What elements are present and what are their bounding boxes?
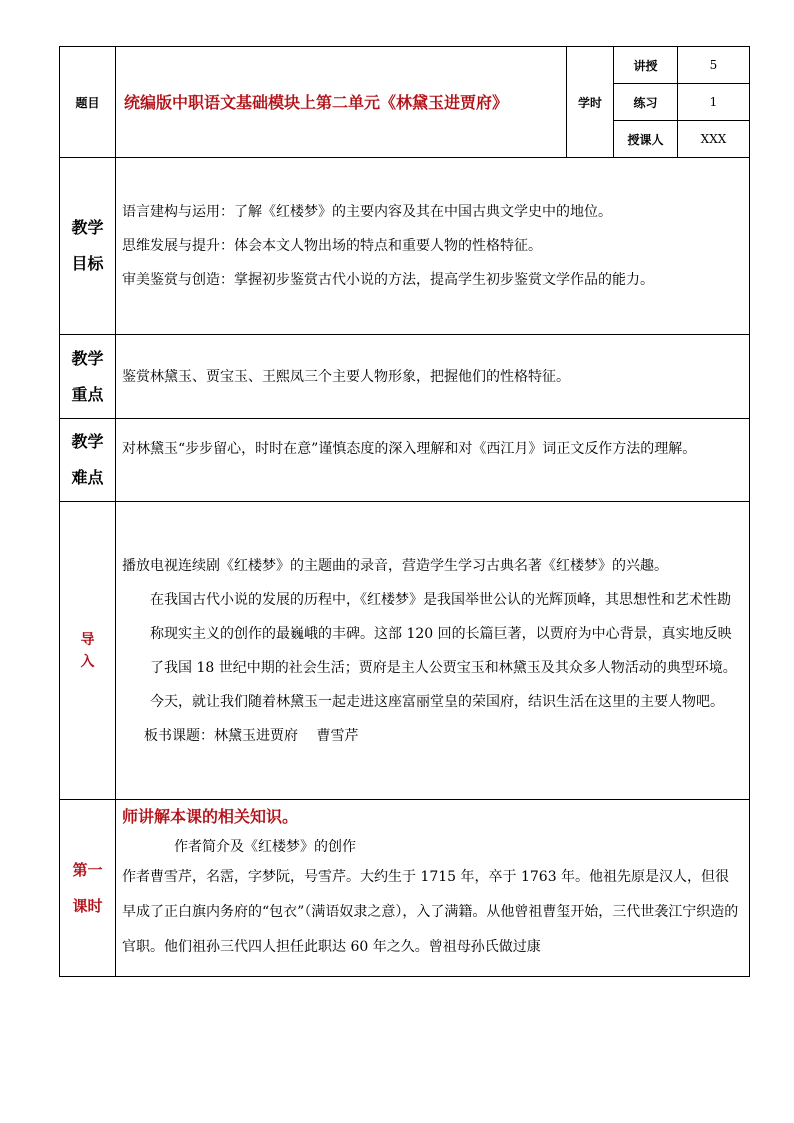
objective-item: 思维发展与提升：体会本文人物出场的特点和重要人物的性格特征。 <box>122 238 542 254</box>
intro-label-line1: 导 <box>80 631 95 648</box>
intro-board: 板书课题：林黛玉进贾府 曹雪芹 <box>144 727 359 744</box>
lesson1-heading: 师讲解本课的相关知识。 <box>122 807 299 826</box>
topic-label: 题目 <box>60 47 116 158</box>
lesson-title: 统编版中职语文基础模块上第二单元《林黛玉进贾府》 <box>116 47 567 158</box>
objective-item: 审美鉴赏与创造：掌握初步鉴赏古代小说的方法，提高学生初步鉴赏文学作品的能力。 <box>122 272 654 288</box>
objectives-label <box>60 158 116 335</box>
practice-label: 练习 <box>614 84 678 121</box>
intro-label-line2: 入 <box>80 653 95 670</box>
lecture-label: 讲授 <box>614 47 678 84</box>
difficulties-label-line2: 难点 <box>71 468 104 487</box>
lecture-value: 5 <box>678 47 750 84</box>
objective-item: 语言建构与运用：了解《红楼梦》的主要内容及其在中国古典文学史中的地位。 <box>122 204 612 220</box>
difficulties-content <box>116 419 750 502</box>
objectives-label-line2: 目标 <box>71 254 104 273</box>
lesson1-content <box>116 800 750 977</box>
lesson1-label <box>60 800 116 977</box>
lesson1-label-line2: 课时 <box>72 897 103 915</box>
lesson1-text: 作者曹雪芹，名霑，字梦阮，号雪芹。大约生于 1715 年，卒于 1763 年。他祖先原是汉人，但很早成了正白旗内务府的“包衣”（满语奴隶之意），入了满籍。从他曾祖曹玺开始，三代世袭江宁织造的官职。他们祖孙三代四人担任此职达 60 年之久。曾祖母孙氏做过康 <box>122 869 739 955</box>
key-points-label-line1: 教学 <box>71 348 104 368</box>
lesson1-label-line1: 第一 <box>72 861 103 879</box>
intro-para2: 在我国古代小说的发展的历程中，《红楼梦》是我国举世公认的光辉顶峰，其思想性和艺术性勘称现实主义的创作的最巍峨的丰碑。这部 120 回的长篇巨著，以贾府为中心背景，真实地反映了我国 18 世纪中期的社会生活；贾府是主人公贾宝玉和林黛玉及其众多人物活动的典型环境。今天，就让我们随着林黛玉一起走进这座富丽堂皇的荣国府，结识生活在这里的主要人物吧。 <box>150 591 737 710</box>
hours-label: 学时 <box>567 47 614 158</box>
teacher-label: 授课人 <box>614 121 678 158</box>
objectives-content <box>116 158 750 335</box>
key-points-label <box>60 335 116 419</box>
practice-value: 1 <box>678 84 750 121</box>
lesson-plan-table <box>59 46 750 977</box>
difficulties-label-line1: 教学 <box>71 432 104 451</box>
intro-label <box>60 502 116 800</box>
key-points-label-line2: 重点 <box>71 384 104 404</box>
lesson1-subheading: 作者简介及《红楼梦》的创作 <box>174 839 356 855</box>
difficulties-label <box>60 419 116 502</box>
teacher-value: XXX <box>678 121 750 158</box>
intro-para1: 播放电视连续剧《红楼梦》的主题曲的录音，营造学生学习古典名著《红楼梦》的兴趣。 <box>122 557 668 574</box>
intro-content <box>116 502 750 800</box>
objectives-label-line1: 教学 <box>71 218 104 237</box>
key-points-text: 鉴赏林黛玉、贾宝玉、王熙凤三个主要人物形象，把握他们的性格特征。 <box>122 368 570 385</box>
key-points-content <box>116 335 750 419</box>
difficulties-text: 对林黛玉“步步留心，时时在意”谨慎态度的深入理解和对《西江月》词正文反作方法的理解。 <box>122 441 697 457</box>
